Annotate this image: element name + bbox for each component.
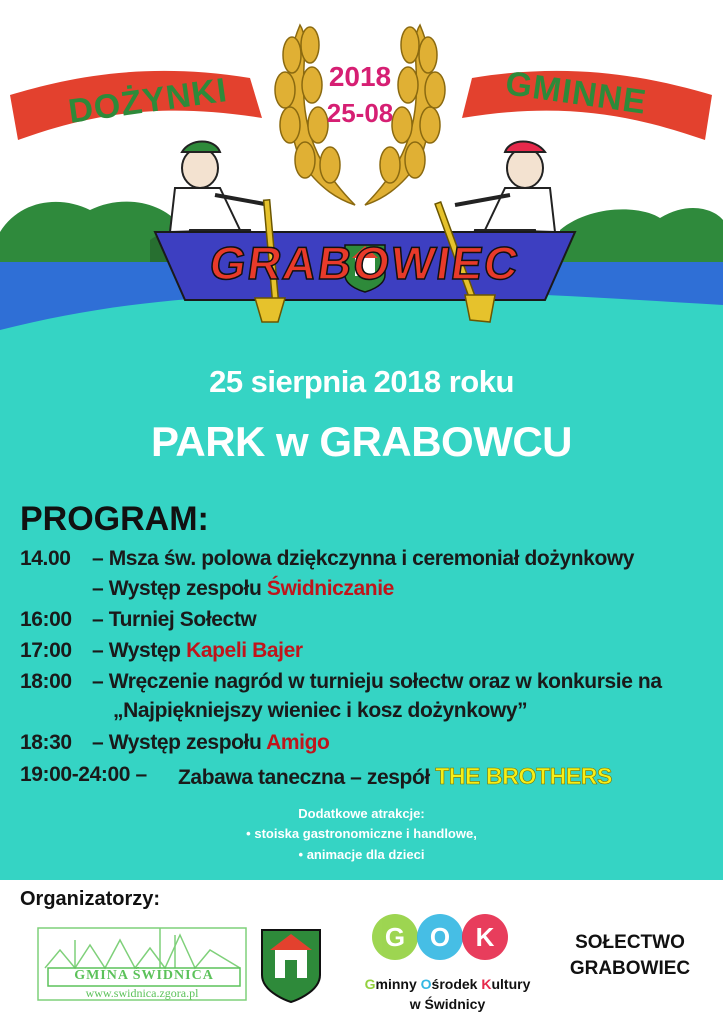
program-heading: PROGRAM:: [20, 500, 209, 538]
solectwo-line1: SOŁECTWO: [575, 932, 685, 953]
program-row: [0, 547, 723, 575]
program-row: [0, 577, 723, 605]
gok-logo: [372, 914, 522, 964]
program-highlight-band: THE BROTHERS: [435, 763, 612, 789]
extras-item: • animacje dla dzieci: [298, 847, 425, 862]
program-highlight: Kapeli Bajer: [186, 639, 303, 662]
event-date: 25 sierpnia 2018 roku: [209, 364, 514, 399]
gok-caption-line2: w Świdnicy: [409, 996, 486, 1012]
program-time: 16:00: [20, 608, 72, 631]
program-text: – Występ Kapeli Bajer: [92, 639, 303, 662]
rower-left: [170, 142, 270, 241]
gok-caption-line1: Gminny Ośrodek Kultury: [364, 976, 531, 992]
event-year: 2018: [328, 61, 392, 92]
gok-letter-g: G: [372, 914, 418, 960]
extras-title: Dodatkowe atrakcje:: [298, 806, 425, 821]
program-row: [0, 731, 723, 759]
extras-item: • stoiska gastronomiczne i handlowe,: [246, 826, 477, 841]
gmina-logo-text: GMINA ŚWIDNICA: [74, 968, 214, 983]
program-row: [0, 699, 723, 727]
event-venue: PARK w GRABOWCU: [150, 418, 573, 465]
program-row-final: [0, 763, 723, 793]
program-time: 14.00: [20, 547, 71, 570]
program-text: – Turniej Sołectw: [92, 608, 257, 631]
gmina-url: www.swidnica.zgora.pl: [85, 986, 199, 1000]
solectwo-line2: GRABOWIEC: [569, 958, 691, 979]
crest-organizer: [262, 930, 320, 1002]
gok-letter-o: O: [417, 914, 463, 960]
program-highlight: Amigo: [266, 731, 330, 754]
program-row: [0, 639, 723, 667]
program-text: – Występ zespołu Amigo: [92, 731, 330, 754]
rower-right: [455, 142, 555, 241]
banner-right-text: GMINNE: [503, 64, 650, 122]
program-time: 18:00: [20, 670, 72, 693]
gok-letter-k: K: [462, 914, 508, 960]
program-text: – Wręczenie nagród w turnieju sołectw oraz w konkursie na: [92, 670, 662, 693]
program-text: – Występ zespołu Świdniczanie: [92, 577, 394, 600]
program-text: „Najpiękniejszy wieniec i kosz dożynkowy”: [113, 699, 528, 722]
organizers-heading: Organizatorzy:: [20, 888, 161, 910]
program-text: Zabawa taneczna – zespół THE BROTHERS: [178, 763, 612, 789]
banner-left-text: DOŻYNKI: [66, 71, 230, 131]
trees-right: [560, 208, 723, 262]
program-time: 18:30: [20, 731, 72, 754]
program-highlight: Świdniczanie: [266, 577, 394, 600]
boat-village-name: GRABOWIEC: [206, 237, 524, 289]
program-row: [0, 608, 723, 636]
program-row: [0, 670, 723, 698]
event-day-month: 25-08: [326, 98, 394, 128]
program-time: 19:00-24:00 –: [20, 763, 147, 786]
program-time: 17:00: [20, 639, 72, 662]
program-text: – Msza św. polowa dziękczynna i ceremoniał dożynkowy: [92, 547, 635, 570]
